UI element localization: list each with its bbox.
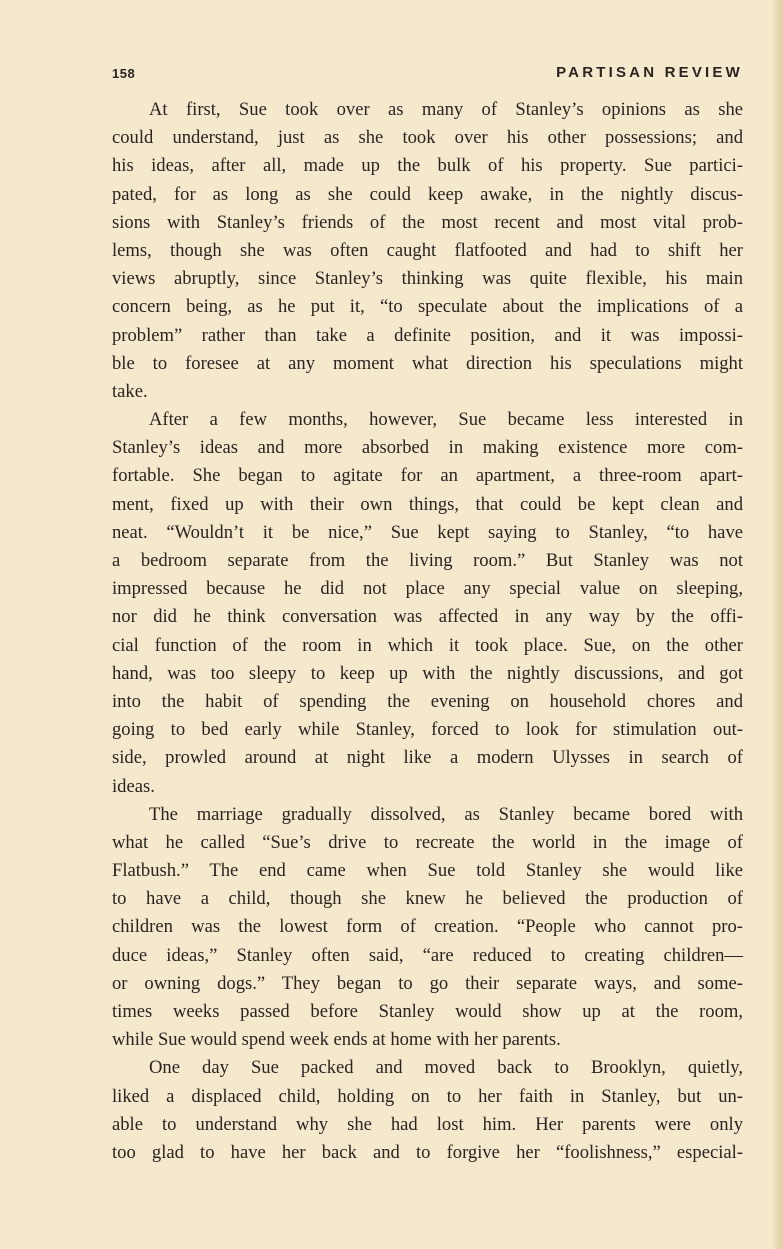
text-line: side, prowled around at night like a modern Ulysses in search of [112, 747, 743, 769]
text-line: sions with Stanley’s friends of the most recent and most vital prob- [112, 211, 743, 233]
paragraph [112, 96, 743, 406]
text-line: ment, fixed up with their own things, that could be kept clean and [112, 493, 743, 515]
article-body [112, 96, 743, 1167]
text-line: After a few months, however, Sue became less interested in [149, 409, 743, 431]
text-line: or owning dogs.” They began to go their separate ways, and some- [112, 972, 743, 994]
text-line: Flatbush.” The end came when Sue told Stanley she would like [112, 860, 743, 882]
text-line: liked a displaced child, holding on to her faith in Stanley, but un- [112, 1085, 743, 1107]
text-line: times weeks passed before Stanley would show up at the room, [112, 1001, 743, 1022]
text-line: ble to foresee at any moment what direction his speculations might [112, 352, 743, 374]
text-line: while Sue would spend week ends at home with her parents. [112, 1029, 561, 1051]
text-line: able to understand why she had lost him. Her parents were only [112, 1113, 743, 1135]
text-line: a bedroom separate from the living room.” But Stanley was not [112, 550, 743, 571]
text-line: could understand, just as she took over his other possessions; and [112, 127, 743, 149]
text-line: impressed because he did not place any special value on sleeping, [112, 578, 743, 600]
text-line: neat. “Wouldn’t it be nice,” Sue kept saying to Stanley, “to have [112, 521, 743, 543]
text-line: pated, for as long as she could keep awake, in the nightly discus- [112, 183, 743, 205]
text-line: At first, Sue took over as many of Stanley’s opinions as she [149, 99, 743, 120]
text-line: hand, was too sleepy to keep up with the nightly discussions, and got [112, 662, 743, 684]
text-line: duce ideas,” Stanley often said, “are reduced to creating children— [112, 944, 743, 966]
journal-title: PARTISAN REVIEW [556, 64, 743, 81]
text-line: his ideas, after all, made up the bulk of his property. Sue partici- [112, 155, 743, 177]
text-line: problem” rather than take a definite position, and it was impossi- [112, 324, 743, 346]
running-header [112, 62, 743, 86]
text-line: take. [112, 380, 148, 402]
text-line: children was the lowest form of creation. “People who cannot pro- [112, 916, 743, 938]
text-line: lems, though she was often caught flatfooted and had to shift her [112, 239, 743, 261]
text-line: Stanley’s ideas and more absorbed in making existence more com- [112, 437, 743, 459]
text-line: going to bed early while Stanley, forced to look for stimulation out- [112, 719, 743, 741]
text-line: ideas. [112, 775, 155, 797]
text-line: nor did he think conversation was affected in any way by the offi- [112, 606, 743, 628]
text-line: to have a child, though she knew he believed the production of [112, 888, 743, 910]
paragraph [112, 406, 743, 801]
text-line: what he called “Sue’s drive to recreate the world in the image of [112, 831, 743, 853]
text-line: concern being, as he put it, “to speculate about the implications of a [112, 296, 743, 318]
text-line: into the habit of spending the evening on household chores and [112, 690, 743, 712]
paragraph [112, 801, 743, 1055]
page-edge-shadow [773, 0, 783, 1249]
text-line: The marriage gradually dissolved, as Stanley became bored with [149, 803, 743, 825]
paragraph [112, 1054, 743, 1167]
text-line: views abruptly, since Stanley’s thinking was quite flexible, his main [112, 268, 743, 290]
text-line: fortable. She began to agitate for an apartment, a three-room apart- [112, 465, 743, 487]
text-line: cial function of the room in which it took place. Sue, on the other [112, 634, 743, 656]
text-line: too glad to have her back and to forgive her “foolishness,” especial- [112, 1141, 743, 1163]
text-line: One day Sue packed and moved back to Brooklyn, quietly, [149, 1057, 743, 1079]
page-number: 158 [112, 66, 136, 81]
